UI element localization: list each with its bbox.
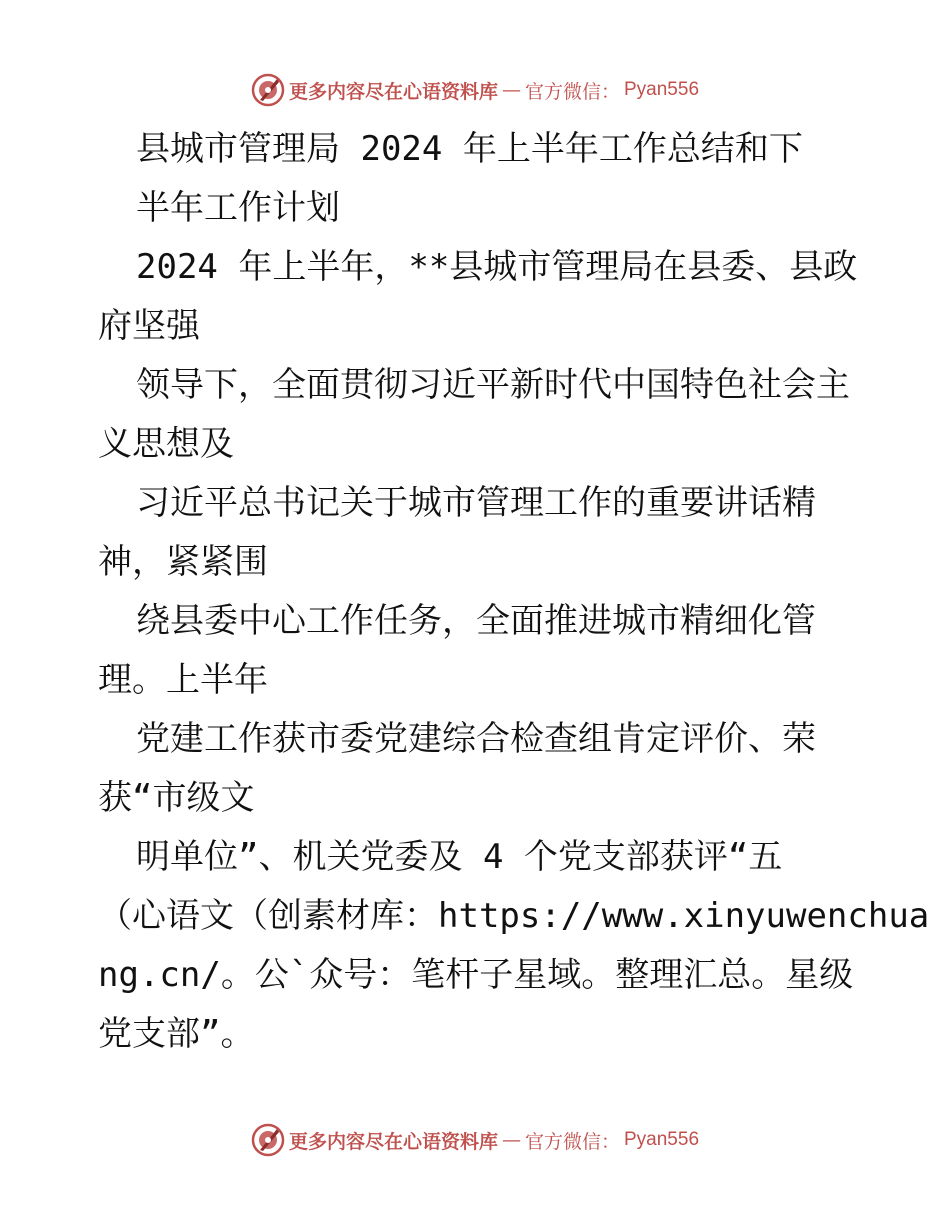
banner-dash: — xyxy=(501,79,521,101)
text-line: 县城市管理局 2024 年上半年工作总结和下 xyxy=(136,129,803,169)
text-line: 获“市级文 xyxy=(98,778,255,818)
banner-wechat-label: 官方微信： xyxy=(524,1130,620,1153)
footer-banner xyxy=(0,1120,950,1160)
text-line: 绕县委中心工作任务，全面推进城市精细化管 xyxy=(136,601,816,641)
text-line: 明单位”、机关党委及 4 个党支部获评“五 xyxy=(136,837,783,877)
quill-seal-logo-icon xyxy=(251,73,285,107)
text-line: 党建工作获市委党建综合检查组肯定评价、荣 xyxy=(136,719,816,759)
text-line: 半年工作计划 xyxy=(136,188,340,228)
text-line: ng.cn/。公`众号：笔杆子星域。整理汇总。星级 xyxy=(98,955,854,995)
quill-seal-logo-icon xyxy=(251,1123,285,1157)
text-line: 2024 年上半年，**县城市管理局在县委、县政 xyxy=(136,247,858,287)
banner-wechat-label: 官方微信： xyxy=(524,80,620,103)
document-body xyxy=(98,120,930,1064)
banner-wechat-id: Pyan556 xyxy=(624,79,700,100)
text-line: 理。上半年 xyxy=(98,660,268,700)
text-line: 神，紧紧围 xyxy=(98,542,268,582)
text-line: 义思想及 xyxy=(98,424,234,464)
text-line: 党支部”。 xyxy=(98,1014,255,1054)
banner-main-text: 更多内容尽在心语资料库 xyxy=(288,80,498,103)
text-line: 府坚强 xyxy=(98,306,200,346)
text-line: 习近平总书记关于城市管理工作的重要讲话精 xyxy=(136,483,816,523)
header-banner xyxy=(0,70,950,110)
banner-dash: — xyxy=(501,1129,521,1151)
text-line: （心语文（创素材库：https://www.xinyuwenchua xyxy=(98,896,930,936)
text-line: 领导下，全面贯彻习近平新时代中国特色社会主 xyxy=(136,365,850,405)
banner-wechat-id: Pyan556 xyxy=(624,1129,700,1150)
banner-main-text: 更多内容尽在心语资料库 xyxy=(288,1130,498,1153)
